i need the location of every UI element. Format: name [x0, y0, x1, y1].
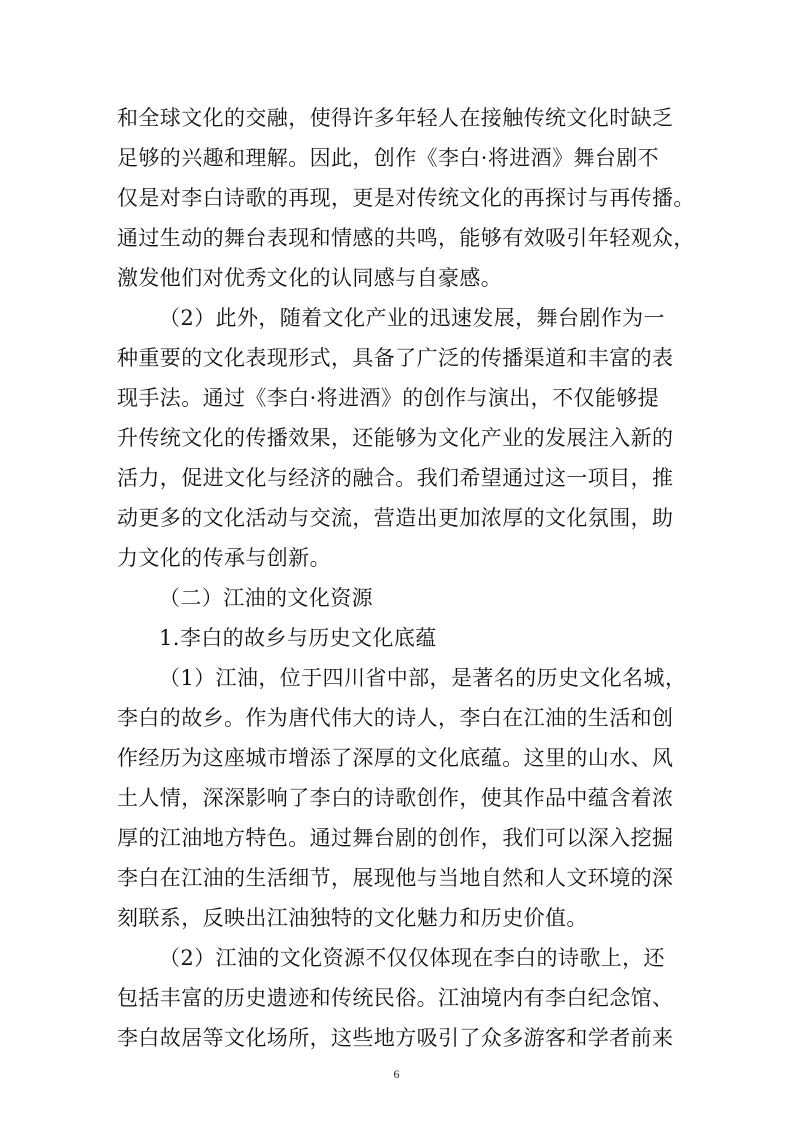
paragraph-line: 力文化的传承与创新。	[117, 546, 331, 570]
paragraph-line: 现手法。通过《李白·将进酒》的创作与演出，不仅能够提	[117, 386, 660, 410]
paragraph-line: 李白的故乡。作为唐代伟大的诗人，李白在江油的生活和创	[117, 706, 674, 730]
paragraph-line: （2）江油的文化资源不仅仅体现在李白的诗歌上，还	[159, 946, 665, 970]
page-number: 6	[393, 1067, 400, 1081]
paragraph-line: 刻联系，反映出江油独特的文化魅力和历史价值。	[117, 906, 588, 930]
paragraph-line: 和全球文化的交融，使得许多年轻人在接触传统文化时缺乏	[117, 106, 674, 130]
paragraph-line: 包括丰富的历史遗迹和传统民俗。江油境内有李白纪念馆、	[117, 986, 674, 1010]
paragraph-line: 李白在江油的生活细节，展现他与当地自然和人文环境的深	[117, 866, 674, 890]
subsection-heading: 1.李白的故乡与历史文化底蕴	[159, 626, 437, 650]
paragraph-line: 足够的兴趣和理解。因此，创作《李白·将进酒》舞台剧不	[117, 146, 660, 170]
paragraph-line: 激发他们对优秀文化的认同感与自豪感。	[117, 266, 503, 290]
paragraph-line: 仅是对李白诗歌的再现，更是对传统文化的再探讨与再传播。	[117, 186, 695, 210]
paragraph-line: （2）此外，随着文化产业的迅速发展，舞台剧作为一	[159, 306, 665, 330]
paragraph-line: 作经历为这座城市增添了深厚的文化底蕴。这里的山水、风	[117, 746, 674, 770]
paragraph-line: 厚的江油地方特色。通过舞台剧的创作，我们可以深入挖掘	[117, 826, 674, 850]
paragraph-line: 动更多的文化活动与交流，营造出更加浓厚的文化氛围，助	[117, 506, 674, 530]
paragraph-line: （1）江油，位于四川省中部，是著名的历史文化名城，	[159, 666, 687, 690]
paragraph-line: 活力，促进文化与经济的融合。我们希望通过这一项目，推	[117, 466, 674, 490]
section-heading: （二）江油的文化资源	[159, 586, 373, 610]
paragraph-line: 种重要的文化表现形式，具备了广泛的传播渠道和丰富的表	[117, 346, 674, 370]
paragraph-line: 李白故居等文化场所，这些地方吸引了众多游客和学者前来	[117, 1026, 674, 1050]
paragraph-line: 通过生动的舞台表现和情感的共鸣，能够有效吸引年轻观众，	[117, 226, 695, 250]
paragraph-line: 土人情，深深影响了李白的诗歌创作，使其作品中蕴含着浓	[117, 786, 674, 810]
paragraph-line: 升传统文化的传播效果，还能够为文化产业的发展注入新的	[117, 426, 674, 450]
